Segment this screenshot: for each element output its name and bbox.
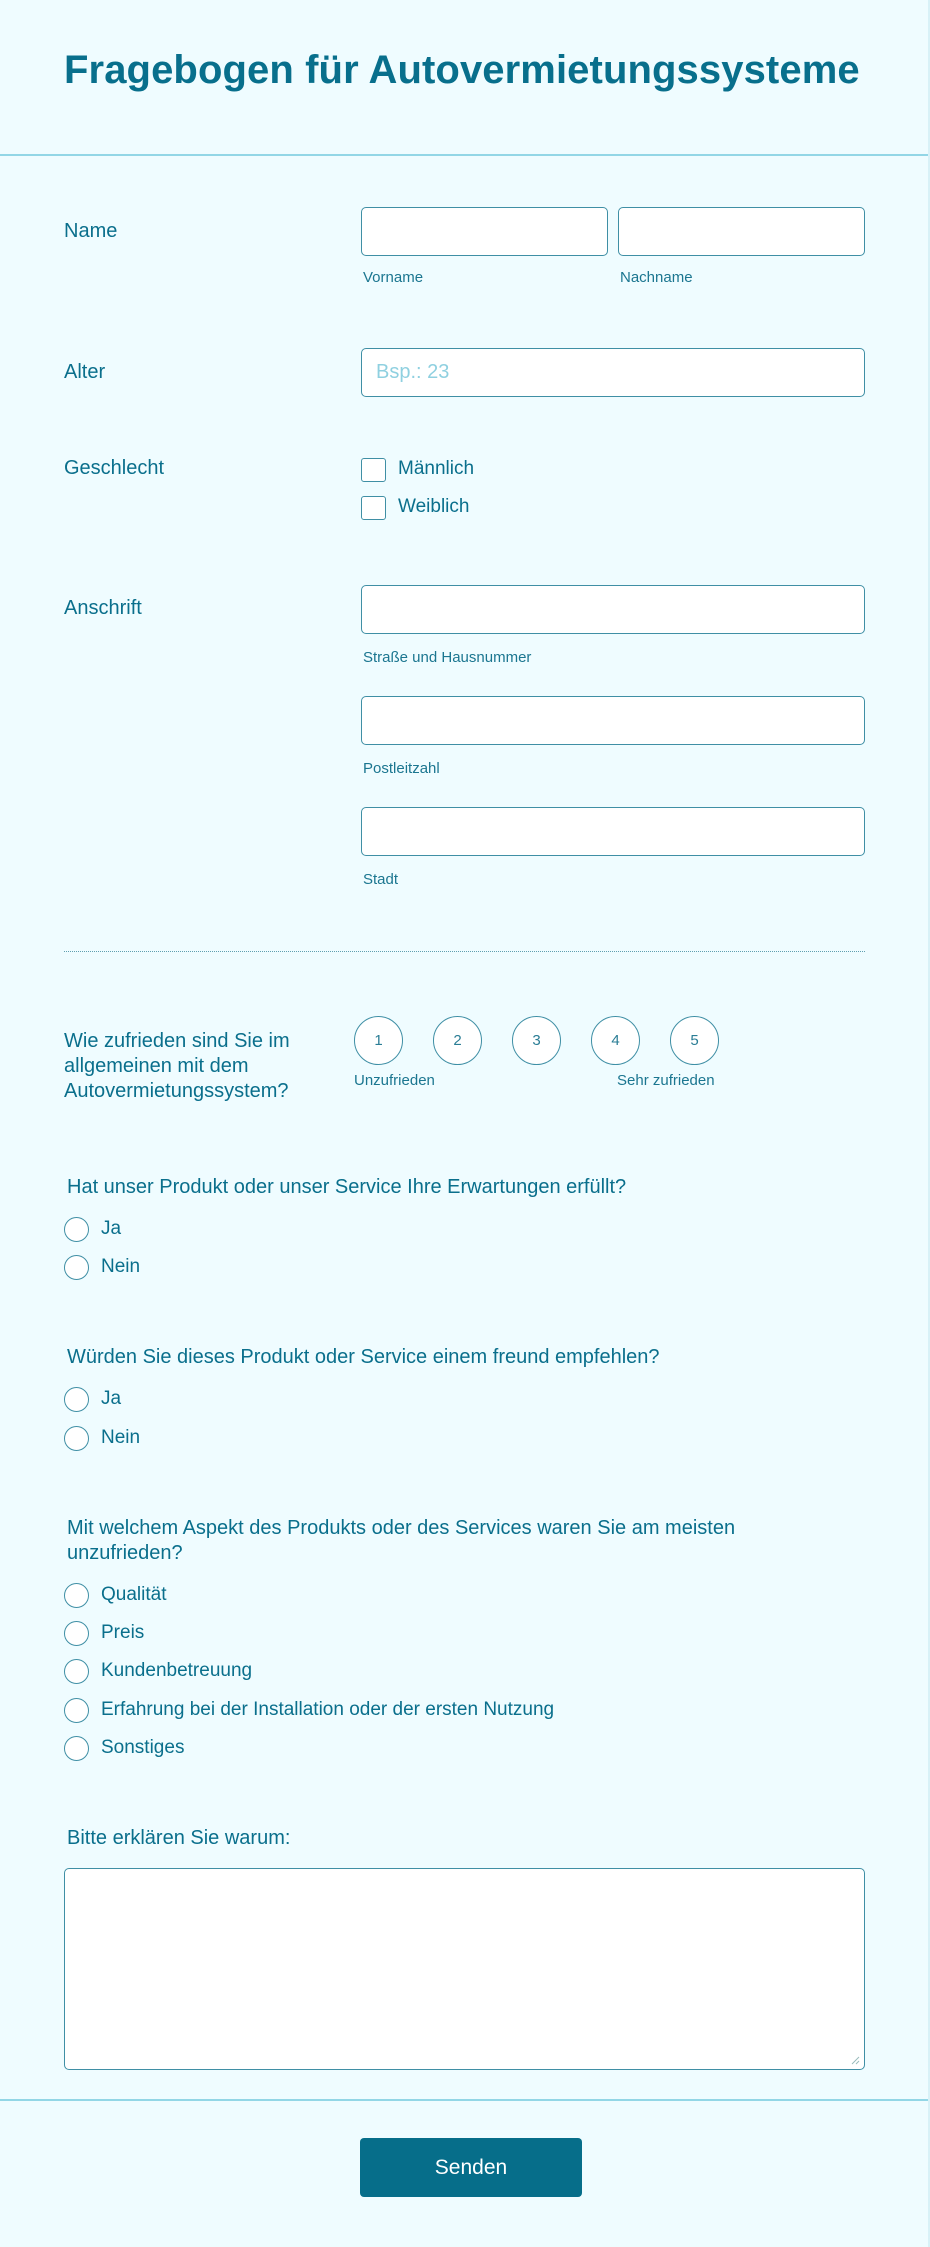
rating-option-2[interactable]: 2 <box>433 1016 482 1065</box>
rating-option-5[interactable]: 5 <box>670 1016 719 1065</box>
dissatisfaction-option-support-label[interactable]: Kundenbetreuung <box>101 1660 253 1681</box>
dissatisfaction-radio-other[interactable] <box>64 1736 89 1761</box>
recommend-radio-yes[interactable] <box>64 1387 89 1412</box>
dissatisfaction-option-quality-label[interactable]: Qualität <box>101 1584 167 1605</box>
dissatisfaction-radio-installation[interactable] <box>64 1698 89 1723</box>
age-field[interactable] <box>361 348 865 397</box>
age-input[interactable] <box>362 349 864 396</box>
recommend-option-yes-label[interactable]: Ja <box>101 1388 122 1409</box>
rating-question: Wie zufrieden sind Sie im allgemeinen mit dem Autovermietungssystem? <box>64 1030 290 1102</box>
name-label: Name <box>64 220 118 242</box>
city-input[interactable] <box>362 808 864 855</box>
rating-option-1[interactable]: 1 <box>354 1016 403 1065</box>
dissatisfaction-radio-support[interactable] <box>64 1659 89 1684</box>
expectations-option-yes-label[interactable]: Ja <box>101 1218 122 1239</box>
first-name-sublabel: Vorname <box>363 269 424 286</box>
street-field[interactable] <box>361 585 865 634</box>
street-sublabel: Straße und Hausnummer <box>363 649 532 666</box>
dissatisfaction-radio-quality[interactable] <box>64 1583 89 1608</box>
resize-grip-icon[interactable] <box>851 2056 860 2065</box>
zip-sublabel: Postleitzahl <box>363 760 440 777</box>
section-divider <box>64 951 865 952</box>
gender-option-female-label[interactable]: Weiblich <box>398 496 470 517</box>
recommend-question: Würden Sie dieses Produkt oder Service einem freund empfehlen? <box>67 1346 660 1368</box>
expectations-option-no-label[interactable]: Nein <box>101 1256 141 1277</box>
gender-option-male-label[interactable]: Männlich <box>398 458 475 479</box>
age-label: Alter <box>64 361 106 383</box>
expectations-radio-no[interactable] <box>64 1255 89 1280</box>
zip-input[interactable] <box>362 697 864 744</box>
first-name-field[interactable] <box>361 207 608 256</box>
rating-min-label: Unzufrieden <box>354 1072 435 1089</box>
header-divider <box>0 154 928 156</box>
explain-textarea[interactable] <box>65 1869 864 2069</box>
explain-label: Bitte erklären Sie warum: <box>67 1827 291 1849</box>
submit-button[interactable]: Senden <box>360 2138 582 2197</box>
first-name-input[interactable] <box>362 208 607 255</box>
gender-label: Geschlecht <box>64 457 165 479</box>
gender-checkbox-male[interactable] <box>361 458 386 482</box>
recommend-option-no-label[interactable]: Nein <box>101 1427 141 1448</box>
dissatisfaction-question: Mit welchem Aspekt des Produkts oder des Services waren Sie am meisten unzufrieden? <box>67 1517 736 1564</box>
street-input[interactable] <box>362 586 864 633</box>
footer-divider <box>0 2099 928 2101</box>
expectations-question: Hat unser Produkt oder unser Service Ihre Erwartungen erfüllt? <box>67 1176 627 1198</box>
dissatisfaction-option-other-label[interactable]: Sonstiges <box>101 1737 185 1758</box>
dissatisfaction-radio-price[interactable] <box>64 1621 89 1646</box>
dissatisfaction-option-price-label[interactable]: Preis <box>101 1622 145 1643</box>
city-sublabel: Stadt <box>363 871 399 888</box>
rating-option-3[interactable]: 3 <box>512 1016 561 1065</box>
dissatisfaction-option-installation-label[interactable]: Erfahrung bei der Installation oder der ersten Nutzung <box>101 1699 555 1720</box>
zip-field[interactable] <box>361 696 865 745</box>
expectations-radio-yes[interactable] <box>64 1217 89 1242</box>
explain-textarea-field[interactable] <box>64 1868 865 2070</box>
city-field[interactable] <box>361 807 865 856</box>
last-name-input[interactable] <box>619 208 864 255</box>
page-title: Fragebogen für Autovermietungssysteme <box>64 48 860 92</box>
rating-max-label: Sehr zufrieden <box>617 1072 715 1089</box>
recommend-radio-no[interactable] <box>64 1426 89 1451</box>
address-label: Anschrift <box>64 597 142 619</box>
last-name-field[interactable] <box>618 207 865 256</box>
last-name-sublabel: Nachname <box>620 269 693 286</box>
rating-option-4[interactable]: 4 <box>591 1016 640 1065</box>
gender-checkbox-female[interactable] <box>361 496 386 520</box>
